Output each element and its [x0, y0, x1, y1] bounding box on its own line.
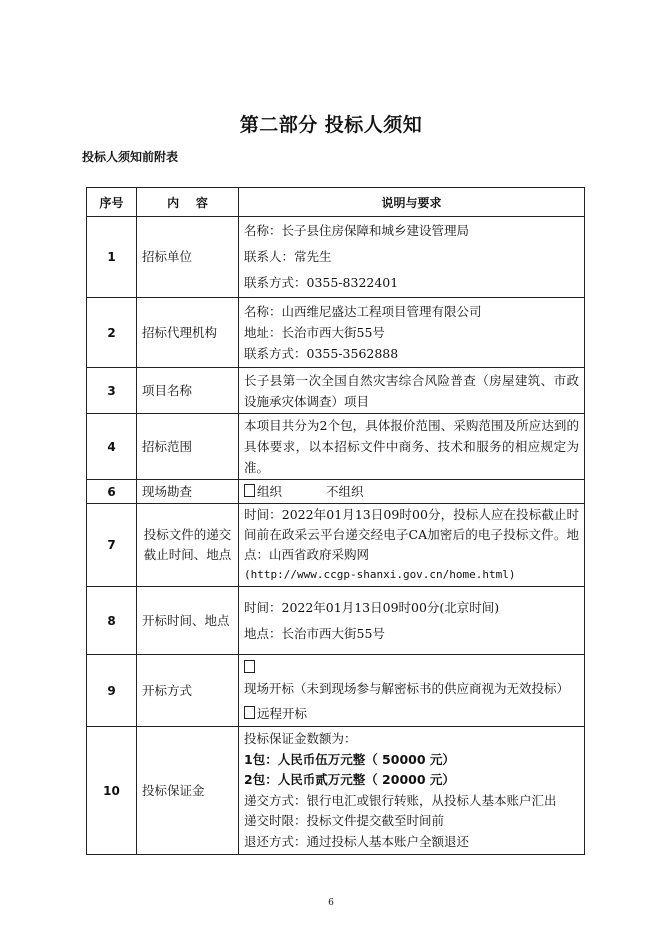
page-title: 第二部分 投标人须知	[239, 114, 423, 136]
row-no: 2	[87, 298, 137, 368]
option-line	[244, 703, 579, 724]
row-desc	[239, 414, 585, 480]
row-no: 3	[87, 368, 137, 414]
option-remote: 远程开标	[257, 706, 308, 721]
option-onsite: 现场开标（未到现场参与解密标书的供应商视为无效投标）	[244, 681, 570, 696]
desc-url: (http://www.ccgp-shanxi.gov.cn/home.html)	[244, 568, 516, 581]
row-desc	[239, 368, 585, 414]
row-desc	[239, 217, 585, 298]
desc-line: 名称：山西维尼盛达工程项目管理有限公司	[244, 304, 482, 319]
checkbox-icon	[244, 706, 255, 719]
desc-line: 退还方式：通过投标人基本账户全额退还	[244, 833, 470, 849]
table-row	[87, 504, 585, 587]
desc-line: 联系方式：0355-8322401	[244, 275, 399, 290]
header-item: 内 容	[137, 188, 239, 217]
desc-line: 联系方式：0355-3562888	[244, 346, 399, 361]
option-organize: 组织	[257, 484, 283, 499]
desc-line: 时间：2022年01月13日09时00分(北京时间)	[244, 599, 500, 615]
table-row	[87, 587, 585, 655]
section-subtitle: 投标人须知前附表	[82, 150, 179, 164]
row-item: 开标方式	[137, 655, 239, 727]
row-desc	[239, 587, 585, 655]
option-line	[244, 657, 579, 699]
row-no: 10	[87, 727, 137, 855]
desc-text: 长子县第一次全国自然灾害综合风险普查（房屋建筑、市政设施承灾体调查）项目	[244, 372, 579, 409]
row-item: 投标文件的递交截止时间、地点	[137, 504, 239, 587]
desc-line: 递交方式：银行电汇或银行转账，从投标人基本账户汇出	[244, 792, 557, 808]
checkbox-icon	[244, 660, 255, 673]
table-row	[87, 655, 585, 727]
checkbox-icon	[244, 484, 255, 497]
row-item: 项目名称	[137, 368, 239, 414]
page-number: 6	[328, 898, 334, 908]
desc-line: 地点：长治市西大街55号	[244, 625, 385, 641]
option-not-organize: 不组织	[326, 484, 364, 499]
deposit-package-2: 2包：人民币贰万元整（ 20000 元）	[244, 772, 455, 787]
row-desc	[239, 727, 585, 855]
row-no: 4	[87, 414, 137, 480]
row-no: 6	[87, 480, 137, 504]
row-item: 招标范围	[137, 414, 239, 480]
row-no: 9	[87, 655, 137, 727]
desc-line: 联系人：常先生	[244, 249, 332, 264]
row-no: 1	[87, 217, 137, 298]
instructions-table	[86, 187, 585, 855]
row-desc	[239, 655, 585, 727]
row-no: 8	[87, 587, 137, 655]
table-row	[87, 480, 585, 504]
desc-line: 递交时限：投标文件提交截至时间前	[244, 813, 445, 828]
row-item: 开标时间、地点	[137, 587, 239, 655]
header-desc: 说明与要求	[239, 188, 585, 217]
row-desc	[239, 480, 585, 504]
desc-line: 投标保证金数额为：	[244, 731, 357, 746]
desc-text: 本项目共分为2个包，具体报价范围、采购范围及所应达到的具体要求，以本招标文件中商务、技术和服务的相应规定为准。	[244, 418, 579, 475]
row-desc	[239, 298, 585, 368]
desc-line: 名称：长子县住房保障和城乡建设管理局	[244, 223, 470, 238]
table-row	[87, 298, 585, 368]
row-item: 招标单位	[137, 217, 239, 298]
row-item: 现场勘查	[137, 480, 239, 504]
table-row	[87, 368, 585, 414]
table-header-row	[87, 188, 585, 217]
option-line	[244, 481, 579, 502]
table-row	[87, 727, 585, 855]
desc-text: 时间：2022年01月13日09时00分，投标人应在投标截止时间前在政采云平台递交经电子CA加密后的电子投标文件。地点：山西省政府采购网	[244, 507, 579, 562]
deposit-package-1: 1包：人民币伍万元整（ 50000 元）	[244, 751, 455, 767]
table-row	[87, 414, 585, 480]
header-no: 序号	[87, 188, 137, 217]
row-no: 7	[87, 504, 137, 587]
table-row	[87, 217, 585, 298]
row-item: 投标保证金	[137, 727, 239, 855]
row-desc	[239, 504, 585, 587]
row-item: 招标代理机构	[137, 298, 239, 368]
desc-line: 地址：长治市西大街55号	[244, 325, 385, 340]
